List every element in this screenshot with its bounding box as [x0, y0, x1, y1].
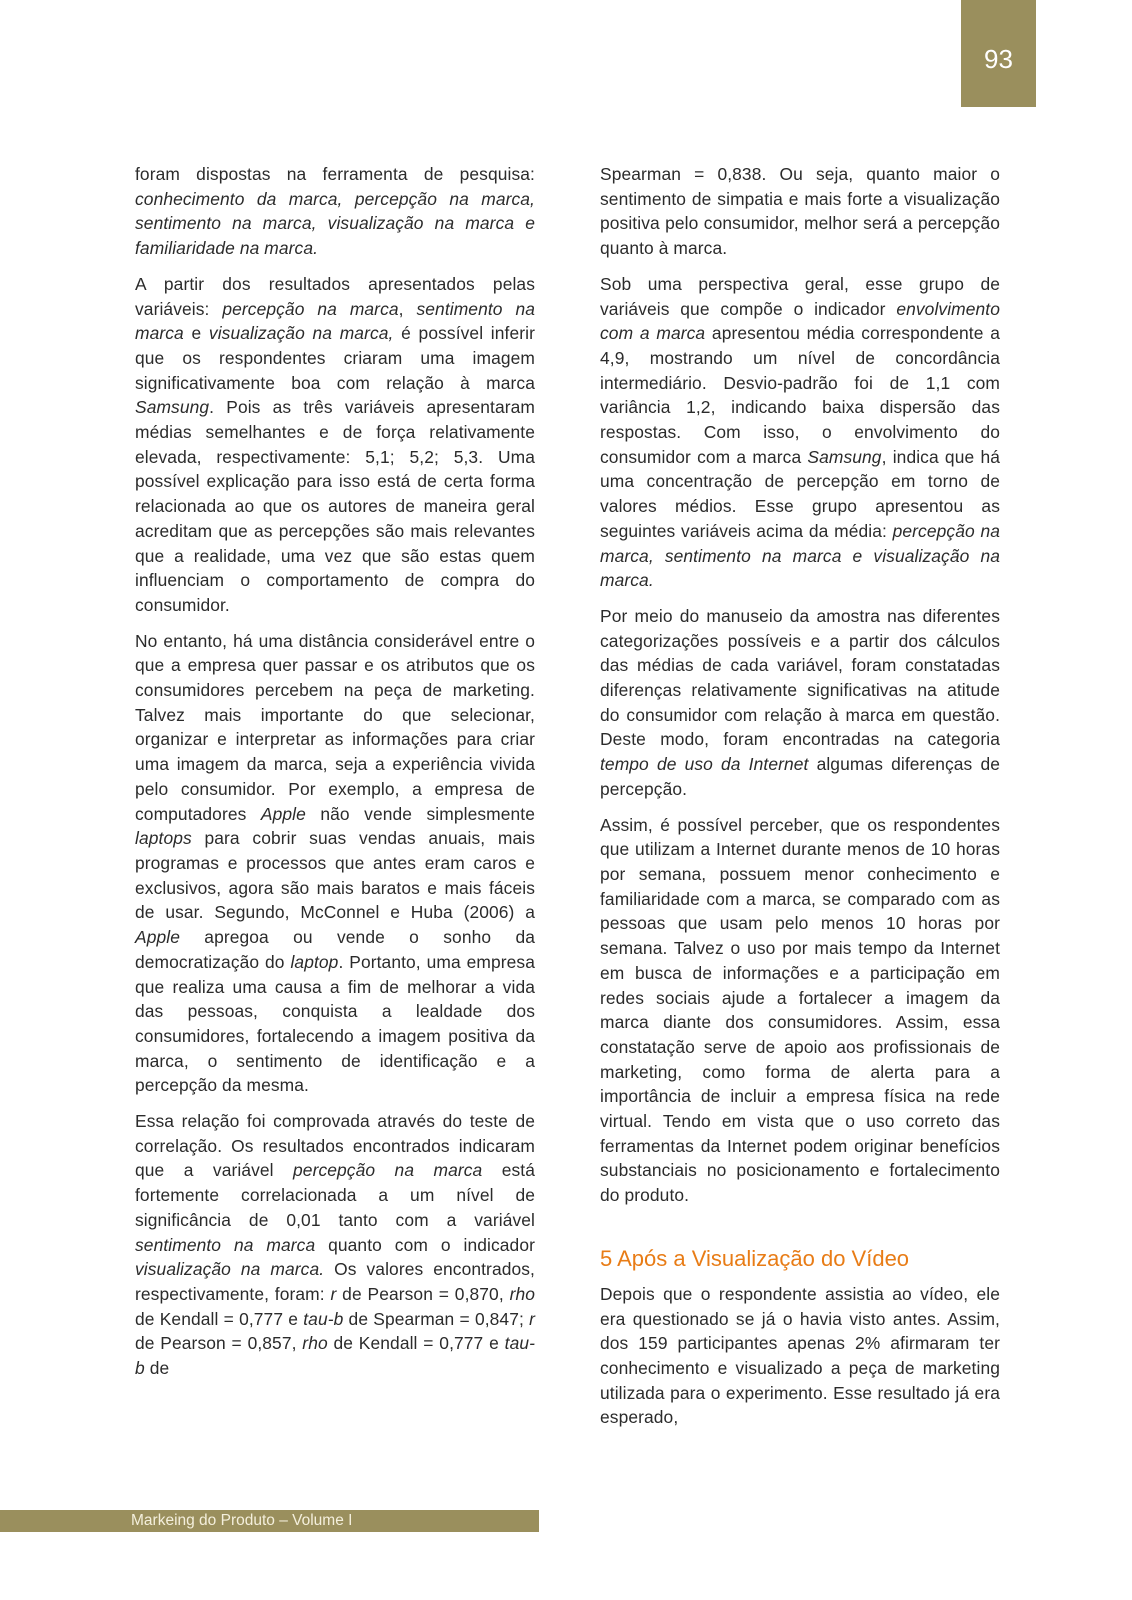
text-run: apresentou média correspondente a 4,9, mostrando um nível de concordância intermediário. Desvio-padrão foi de 1,1 com variância 1,2, indicando baixa dispersão das respostas. Com isso, o envolvimento do consumidor com a marca	[600, 323, 1001, 467]
text-run: de	[144, 1358, 170, 1379]
italic-text: envolvimento com a marca	[600, 298, 1000, 344]
text-run: para cobrir suas vendas anuais, mais programas e processos que antes eram caros e exclusivos, agora são mais baratos e mais fáceis de usar. Segundo, McConnel e Huba (2006) a	[135, 828, 535, 923]
paragraph	[135, 1109, 535, 1381]
text-run: . Portanto, uma empresa que realiza uma causa a fim de melhorar a vida das pessoas, conquista a lealdade dos consumidores, fortalecendo a imagem positiva da marca, o sentimento de identificação e a percepção da mesma.	[135, 951, 535, 1096]
italic-text: conhecimento da marca, percepção na marca, sentimento na marca, visualização na marca e familiaridade na marca.	[135, 188, 535, 259]
text-run: quanto com o indicador	[315, 1234, 535, 1255]
italic-text: laptops	[135, 828, 192, 849]
footer-bar	[0, 1510, 539, 1532]
paragraph	[600, 162, 1000, 261]
paragraph	[135, 629, 535, 1098]
text-run: Os valores encontrados, respectivamente, foram:	[135, 1259, 535, 1304]
footer-title: Markeing do Produto – Volume I	[131, 1512, 353, 1529]
italic-text: r	[529, 1308, 535, 1329]
italic-text: rho	[302, 1333, 328, 1354]
right-column	[600, 162, 1000, 1441]
paragraph	[135, 272, 535, 618]
italic-text: Samsung	[135, 397, 210, 418]
paragraph	[600, 604, 1000, 802]
left-column	[135, 162, 535, 1392]
text-run: Assim, é possível perceber, que os respondentes que utilizam a Internet durante menos de 10 horas por semana, possuem menor conhecimento e familiaridade com a marca, se comparado com as pessoas que usam pelo menos 10 horas por semana. Talvez o uso por mais tempo da Internet em busca de informações e a participação em redes sociais ajude a fortalecer a imagem da marca diante dos consumidores. Assim, essa constatação serve de apoio aos profissionais de marketing, como forma de alerta para a importância de incluir a empresa física na rede virtual. Tendo em vista que o uso correto das ferramentas da Internet podem originar benefícios substanciais no posicionamento e fortalecimento do produto.	[600, 814, 1000, 1206]
italic-text: percepção na marca	[222, 298, 399, 319]
text-run: No entanto, há uma distância considerável entre o que a empresa quer passar e os atributos que os consumidores percebem na peça de marketing. Talvez mais importante do que selecionar, organizar e interpretar as informações para criar uma imagem da marca, seja a experiência vivida pelo consumidor. Por exemplo, a empresa de computadores	[135, 630, 535, 824]
italic-text: tau-b	[135, 1333, 536, 1379]
italic-text: Apple	[135, 927, 180, 948]
italic-text: rho	[509, 1283, 535, 1304]
italic-text: visualização na marca.	[135, 1259, 325, 1280]
italic-text: tau-b	[303, 1308, 344, 1329]
text-run: Essa relação foi comprovada através do teste de correlação. Os resultados encontrados indicaram que a variável	[135, 1111, 535, 1181]
italic-text: laptop	[290, 951, 339, 972]
text-run: Sob uma perspectiva geral, esse grupo de variáveis que compõe o indicador	[600, 273, 1000, 319]
text-run: Por meio do manuseio da amostra nas diferentes categorizações possíveis e a partir dos cálculos das médias de cada variável, foram constatadas diferenças relativamente significativas na atitude do consumidor com relação à marca em questão. Deste modo, foram encontradas na categoria	[600, 605, 1000, 750]
text-run: ,	[398, 298, 417, 319]
italic-text: percepção na marca, sentimento na marca e visualização na marca.	[600, 520, 1000, 591]
page-number: 93	[961, 0, 1036, 107]
text-run: Depois que o respondente assistia ao vídeo, ele era questionado se já o havia visto antes. Assim, dos 159 participantes apenas 2% afirmaram ter conhecimento e visualizado a peça de marketing utilizada para o experimento. Esse resultado já era esperado,	[600, 1283, 1000, 1428]
italic-text: Apple	[260, 803, 306, 824]
text-run: de Pearson = 0,870,	[336, 1283, 510, 1304]
text-run: . Pois as três variáveis apresentaram médias semelhantes e de força relativamente elevada, respectivamente: 5,1; 5,2; 5,3. Uma possível explicação para isso está de certa forma relacionada ao que os autores de maneira geral acreditam que as percepções são mais relevantes que a realidade, uma vez que são estas quem influenciam o comportamento de compra do consumidor.	[135, 397, 535, 615]
text-run: A partir dos resultados apresentados pelas variáveis:	[135, 273, 535, 319]
text-run: Spearman = 0,838. Ou seja, quanto maior o sentimento de simpatia e mais forte a visualização positiva pelo consumidor, melhor será a percepção quanto à marca.	[600, 164, 1000, 259]
text-run: e	[183, 323, 209, 344]
text-run: é possível inferir que os respondentes criaram uma imagem significativamente boa com relação à marca	[135, 323, 535, 393]
text-run: não vende simplesmente	[305, 803, 535, 824]
text-run: de Spearman = 0,847;	[343, 1308, 530, 1329]
text-run: apregoa ou vende o sonho da democratização do	[135, 927, 535, 972]
italic-text: visualização na marca,	[208, 323, 394, 344]
right-column-body	[600, 162, 1000, 1208]
section-body	[600, 1282, 1000, 1430]
italic-text: r	[330, 1283, 337, 1304]
paragraph	[600, 272, 1000, 593]
text-run: algumas diferenças de percepção.	[600, 754, 1000, 799]
paragraph	[135, 162, 535, 261]
italic-text: tempo de uso da Internet	[600, 754, 809, 775]
text-run: de Kendall = 0,777 e	[327, 1333, 505, 1354]
italic-text: Samsung	[807, 446, 882, 467]
section-heading: 5 Após a Visualização do Vídeo	[600, 1245, 910, 1271]
paragraph	[600, 813, 1000, 1208]
text-run: , indica que há uma concentração de percepção em torno de valores médios. Esse grupo apresentou as seguintes variáveis acima da média:	[600, 446, 1000, 541]
text-run: foram dispostas na ferramenta de pesquisa:	[135, 164, 535, 184]
text-run: de Pearson = 0,857,	[135, 1333, 303, 1354]
text-run: de Kendall = 0,777 e	[135, 1308, 304, 1329]
text-run: está fortemente correlacionada a um nível de significância de 0,01 tanto com a variável	[135, 1160, 536, 1230]
italic-text: sentimento na marca	[135, 1234, 316, 1255]
paragraph	[600, 1282, 1000, 1430]
italic-text: percepção na marca	[293, 1160, 483, 1181]
italic-text: sentimento na marca	[135, 298, 535, 344]
